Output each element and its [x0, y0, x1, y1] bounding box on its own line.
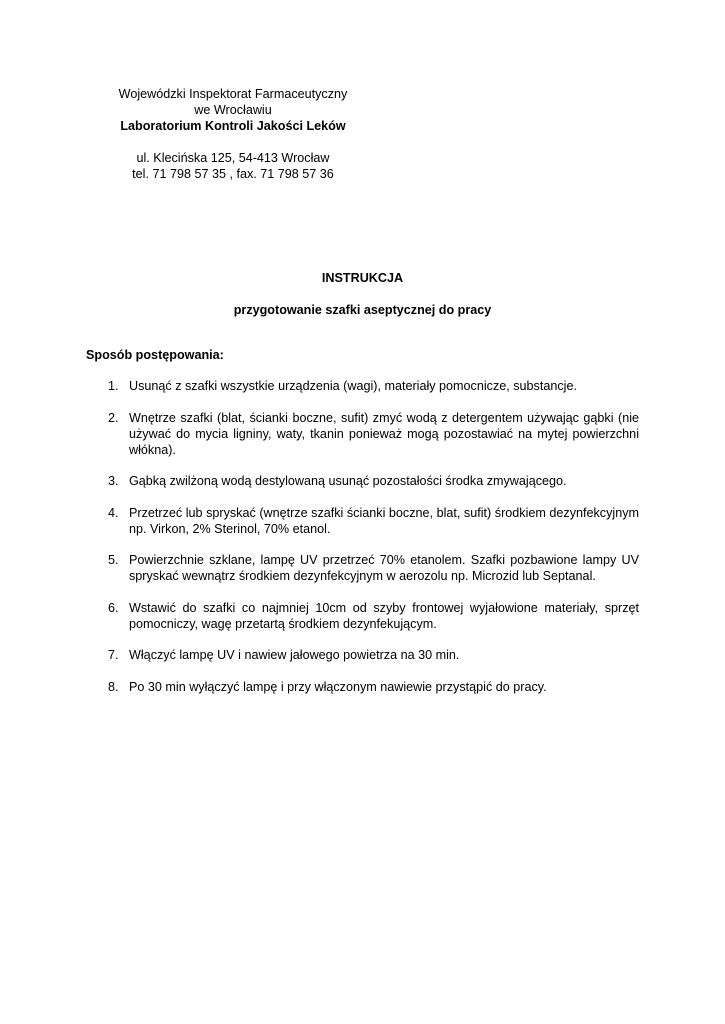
document-subtitle: przygotowanie szafki aseptycznej do pracy [233, 303, 492, 317]
procedure-step [86, 600, 639, 632]
step-text: Włączyć lampę UV i nawiew jałowego powietrza na 30 min. [129, 648, 460, 662]
step-text: Przetrzeć lub spryskać (wnętrze szafki ścianki boczne, blat, sufit) środkiem dezynfekcyjnym np. Virkon, 2% Sterinol, 70% etanol. [129, 505, 639, 536]
step-text: Usunąć z szafki wszystkie urządzenia (wagi), materiały pomocnicze, substancje. [129, 379, 577, 393]
step-text: Wnętrze szafki (blat, ścianki boczne, sufit) zmyć wodą z detergentem używając gąbki (nie używać do mycia ligniny, waty, tkanin ponieważ mogą pozostawiać na mytej powierzchni włókna). [129, 410, 639, 457]
procedure-step [86, 410, 639, 458]
procedure-steps [86, 378, 639, 710]
contact-info: tel. 71 798 57 35 , fax. 71 798 57 36 [132, 167, 334, 181]
step-text: Wstawić do szafki co najmniej 10cm od szyby frontowej wyjałowione materiały, sprzęt pomocniczy, wagę przetartą środkiem dezynfekującym. [129, 600, 639, 631]
procedure-step [86, 473, 639, 489]
procedure-step [86, 647, 639, 663]
org-name: Wojewódzki Inspektorat Farmaceutyczny [118, 87, 348, 101]
document-title: INSTRUKCJA [321, 271, 404, 285]
step-number: 3. [108, 474, 119, 488]
procedure-step [86, 552, 639, 584]
step-text: Gąbką zwilżoną wodą destylowaną usunąć pozostałości środka zmywającego. [129, 474, 567, 488]
step-number: 5. [108, 553, 119, 567]
step-text: Po 30 min wyłączyć lampę i przy włączonym nawiewie przystąpić do pracy. [129, 679, 547, 694]
procedure-step [86, 505, 639, 537]
letterhead [100, 86, 366, 182]
step-number: 2. [108, 410, 119, 425]
address: ul. Klecińska 125, 54-413 Wrocław [136, 151, 330, 165]
procedure-step [86, 378, 639, 394]
header-spacer [100, 134, 366, 150]
step-number: 1. [108, 379, 119, 393]
step-number: 8. [108, 679, 119, 694]
org-city: we Wrocławiu [194, 103, 272, 117]
section-heading: Sposób postępowania: [86, 348, 224, 362]
procedure-step [86, 679, 639, 695]
step-number: 4. [108, 505, 119, 520]
step-number: 7. [108, 648, 119, 662]
step-number: 6. [108, 600, 119, 615]
step-text: Powierzchnie szklane, lampę UV przetrzeć 70% etanolem. Szafki pozbawione lampy UV spryskać wewnątrz środkiem dezynfekcyjnym w aerozolu np. Microzid lub Septanal. [129, 553, 639, 583]
lab-name: Laboratorium Kontroli Jakości Leków [120, 119, 346, 133]
